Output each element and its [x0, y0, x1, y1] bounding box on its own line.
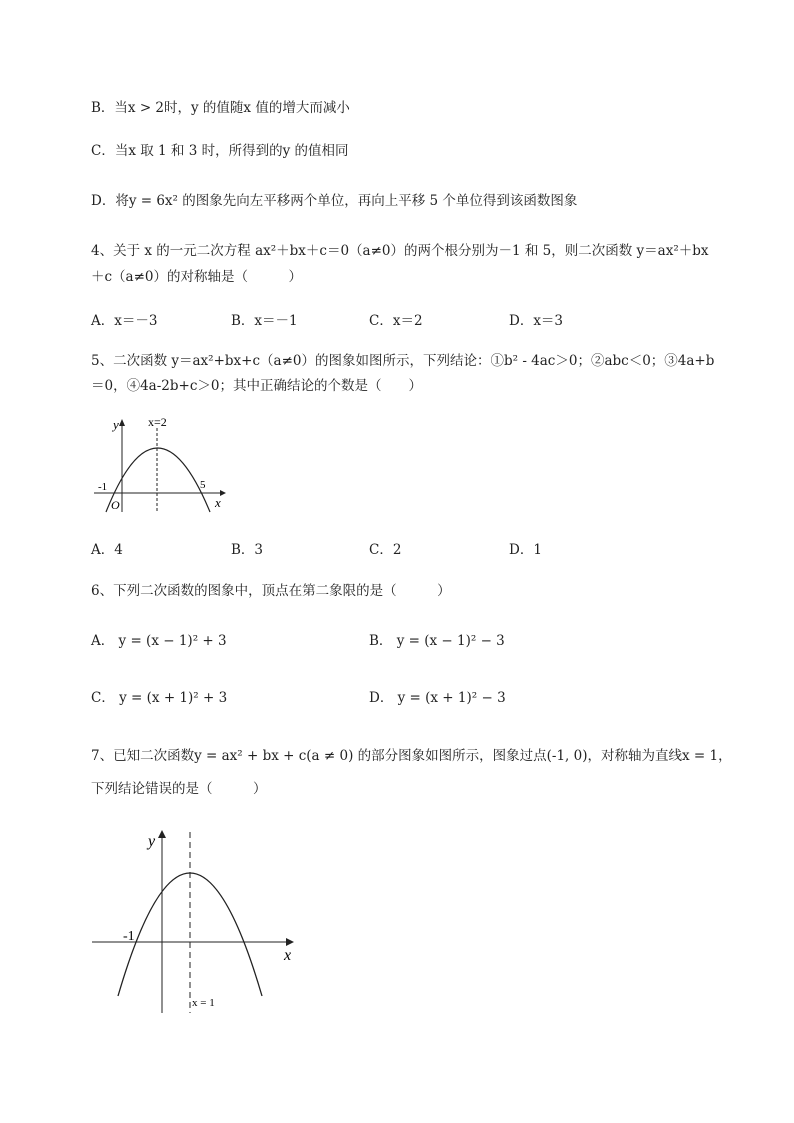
q6-option-d: D． y = (x + 1)² − 3	[369, 690, 506, 706]
q5-axis-line-label: x=2	[148, 415, 167, 429]
q6-option-a: A． y = (x − 1)² + 3	[91, 633, 227, 649]
q5-option-c: C．2	[369, 542, 402, 558]
q5-parabola-graph	[92, 412, 232, 522]
q5-option-a: A．4	[91, 542, 123, 558]
q6-option-c: C． y = (x + 1)² + 3	[91, 690, 228, 706]
q5-origin-label: O	[111, 498, 120, 512]
q4-option-c: C．x＝2	[369, 313, 423, 329]
q7-y-label: y	[148, 833, 156, 850]
q3-option-d: D．将y = 6x² 的图象先向左平移两个单位，再向上平移 5 个单位得到该函数图象	[91, 193, 578, 209]
q5-right-root-label: 5	[200, 479, 206, 491]
q4-option-a: A．x＝－3	[91, 313, 158, 329]
q3-option-c: C．当x 取 1 和 3 时，所得到的y 的值相同	[91, 143, 349, 159]
q7-x-axis-arrow-icon	[286, 938, 294, 946]
q5-x-label: x	[215, 495, 221, 510]
q3-option-b: B．当x > 2时，y 的值随x 值的增大而减小	[91, 100, 350, 116]
q5-stem-line1: 5、二次函数 y＝ax²+bx+c（a≠0）的图象如图所示，下列结论：①b² - 4ac＞0；②abc＜0；③4a+b	[91, 353, 715, 369]
q6-stem: 6、下列二次函数的图象中，顶点在第二象限的是（ ）	[91, 583, 451, 599]
q6-option-b: B． y = (x − 1)² − 3	[369, 633, 505, 649]
q7-stem-line1: 7、已知二次函数y = ax² + bx + c(a ≠ 0) 的部分图象如图所示，图象过点(-1, 0)，对称轴为直线x = 1，	[91, 748, 732, 764]
q4-option-d: D．x＝3	[509, 313, 564, 329]
q5-option-b: B．3	[231, 542, 264, 558]
q7-left-root-label: -1	[123, 929, 135, 944]
q4-stem-line1: 4、关于 x 的一元二次方程 ax²＋bx＋c＝0（a≠0）的两个根分别为－1 和 5，则二次函数 y＝ax²＋bx	[91, 243, 709, 259]
q7-x-label: x	[284, 947, 292, 964]
q4-stem-line2: ＋c（a≠0）的对称轴是（ ）	[91, 269, 303, 285]
q5-y-label: y	[113, 417, 119, 432]
q5-stem-line2: ＝0，④4a-2b+c＞0；其中正确结论的个数是（ ）	[91, 378, 422, 394]
q7-y-axis-arrow-icon	[158, 830, 166, 838]
q4-option-b: B．x＝－1	[231, 313, 298, 329]
q7-parabola-graph	[90, 828, 305, 1018]
q5-left-root-label: -1	[98, 481, 108, 493]
q7-stem-line2: 下列结论错误的是（ ）	[91, 781, 267, 797]
q7-axis-line-label: x = 1	[192, 997, 215, 1009]
q5-x-axis-arrow-icon	[220, 490, 226, 496]
q5-y-axis-arrow-icon	[119, 419, 125, 426]
q5-option-d: D．1	[509, 542, 542, 558]
